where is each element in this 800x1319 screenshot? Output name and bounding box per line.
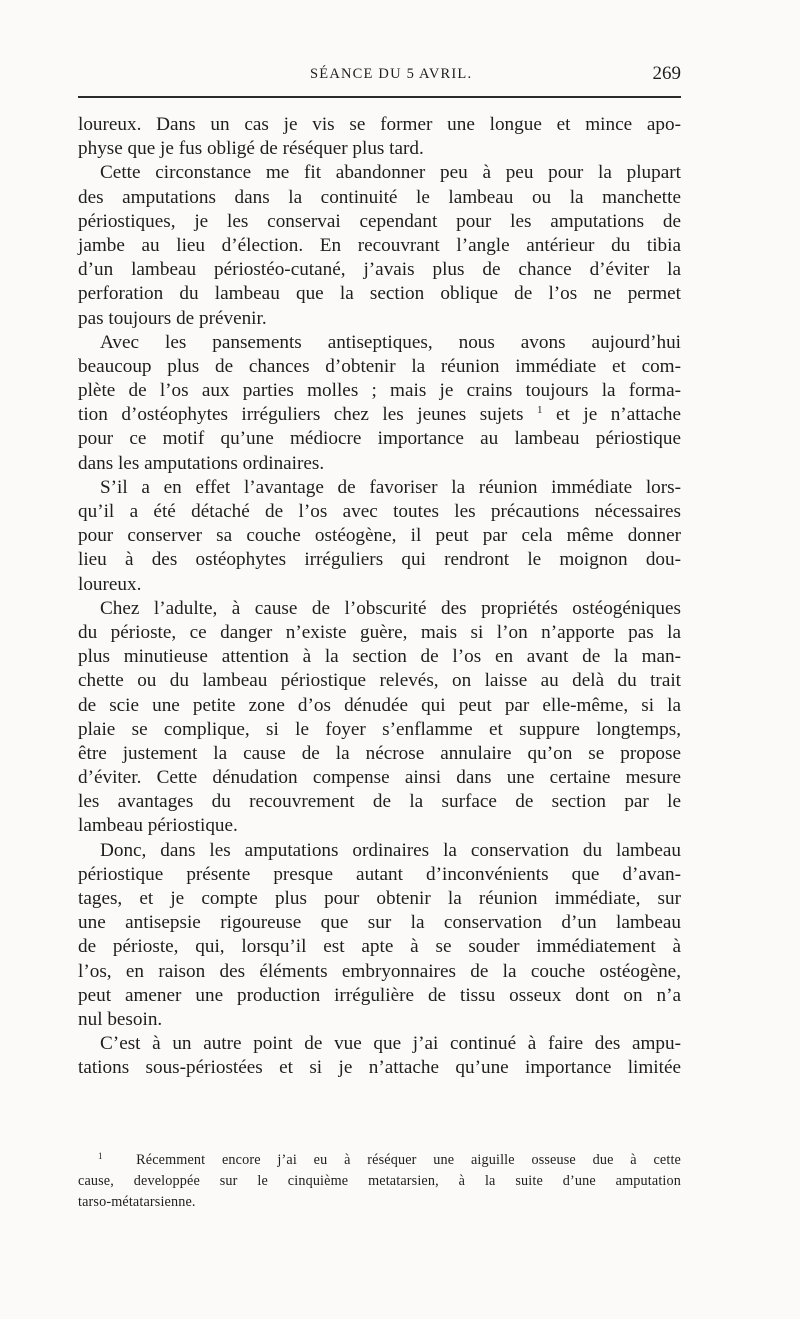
text-line: de scie une petite zone d’os dénudée qui peut par elle-même, si la	[78, 694, 681, 716]
text-line: plaie se complique, si le foyer s’enflamme et suppure longtemps,	[78, 718, 681, 740]
text-fragment: tion d’ostéophytes irréguliers chez les jeunes sujets	[78, 404, 524, 426]
text-line: plète de l’os aux parties molles ; mais je crains toujours la forma-	[78, 380, 681, 402]
text-line: des amputations dans la continuité le lambeau ou la manchette	[78, 186, 681, 208]
text-line-with-note	[78, 403, 681, 427]
text-line: beaucoup plus de chances d’obtenir la réunion immédiate et com-	[78, 355, 681, 377]
text-line: périostique présente presque autant d’inconvénients que d’avan-	[78, 863, 681, 885]
text-line: l’os, en raison des éléments embryonnaires de la couche ostéogène,	[78, 960, 681, 982]
text-line: Avec les pansements antiseptiques, nous avons aujourd’hui	[100, 331, 681, 353]
text-line: jambe au lieu d’élection. En recouvrant l’angle antérieur du tibia	[78, 234, 681, 256]
footnote-text: Récemment encore j’ai eu à réséquer une aiguille osseuse due à cette	[136, 1152, 681, 1168]
text-line: pour ce motif qu’une médiocre importance au lambeau périostique	[78, 428, 681, 450]
footnote-reference: 1	[537, 404, 543, 417]
text-line: Chez l’adulte, à cause de l’obscurité des propriétés ostéogéniques	[100, 597, 681, 619]
text-line: Donc, dans les amputations ordinaires la conservation du lambeau	[100, 839, 681, 861]
page-header	[78, 64, 681, 86]
running-head: SÉANCE DU 5 AVRIL.	[310, 66, 473, 82]
text-line: lambeau périostique.	[78, 815, 238, 837]
text-line: pour conserver sa couche ostéogène, il peut par cela même donner	[78, 525, 681, 547]
text-line: loureux.	[78, 573, 142, 595]
text-line: pas toujours de prévenir.	[78, 307, 267, 329]
text-line: qu’il a été détaché de l’os avec toutes les précautions nécessaires	[78, 501, 681, 522]
text-line: périostiques, je les conservai cependant pour les amputations de	[78, 210, 681, 232]
text-line: Cette circonstance me fit abandonner peu à peu pour la plupart	[100, 162, 681, 184]
footnote-line	[78, 1150, 681, 1171]
footnote	[78, 1150, 681, 1213]
text-line: peut amener une production irrégulière de tissu osseux dont on n’a	[78, 984, 681, 1006]
text-line: physe que je fus obligé de réséquer plus tard.	[78, 138, 424, 160]
text-fragment: et je n’attache	[556, 404, 682, 426]
text-line: S’il a en effet l’avantage de favoriser la réunion immédiate lors-	[100, 476, 681, 498]
body-text	[78, 113, 681, 1081]
text-line: loureux. Dans un cas je vis se former une longue et mince apo-	[78, 114, 681, 135]
text-line: chette ou du lambeau périostique relevés, on laisse au delà du trait	[78, 670, 681, 692]
text-line: du périoste, ce danger n’existe guère, mais si l’on n’apporte pas la	[78, 621, 681, 643]
footnote-marker: 1	[98, 1151, 103, 1161]
text-line: nul besoin.	[78, 1008, 163, 1030]
text-line: plus minutieuse attention à la section de l’os en avant de la man-	[78, 646, 681, 668]
footnote-line: cause, developpée sur le cinquième metatarsien, à la suite d’une amputation	[78, 1173, 681, 1189]
text-line: les avantages du recouvrement de la surface de section par le	[78, 791, 681, 813]
text-line: dans les amputations ordinaires.	[78, 452, 325, 474]
text-line: lieu à des ostéophytes irréguliers qui rendront le moignon dou-	[78, 549, 681, 571]
text-line: d’un lambeau périostéo-cutané, j’avais plus de chance d’éviter la	[78, 259, 681, 281]
page-number: 269	[652, 63, 681, 84]
text-line: perforation du lambeau que la section oblique de l’os ne permet	[78, 283, 681, 305]
text-line: une antisepsie rigoureuse que sur la conservation d’un lambeau	[78, 912, 681, 934]
text-line: d’éviter. Cette dénudation compense ainsi dans une certaine mesure	[78, 767, 681, 789]
text-line: tages, et je compte plus pour obtenir la réunion immédiate, sur	[78, 888, 681, 909]
text-line: de périoste, qui, lorsqu’il est apte à se souder immédiatement à	[78, 936, 681, 958]
header-rule	[78, 96, 681, 98]
text-line: C’est à un autre point de vue que j’ai continué à faire des ampu-	[100, 1033, 681, 1055]
text-line: être justement la cause de la nécrose annulaire qu’on se propose	[78, 742, 681, 764]
footnote-line: tarso-métatarsienne.	[78, 1194, 196, 1210]
text-line: tations sous-périostées et si je n’attache qu’une importance limitée	[78, 1057, 681, 1079]
